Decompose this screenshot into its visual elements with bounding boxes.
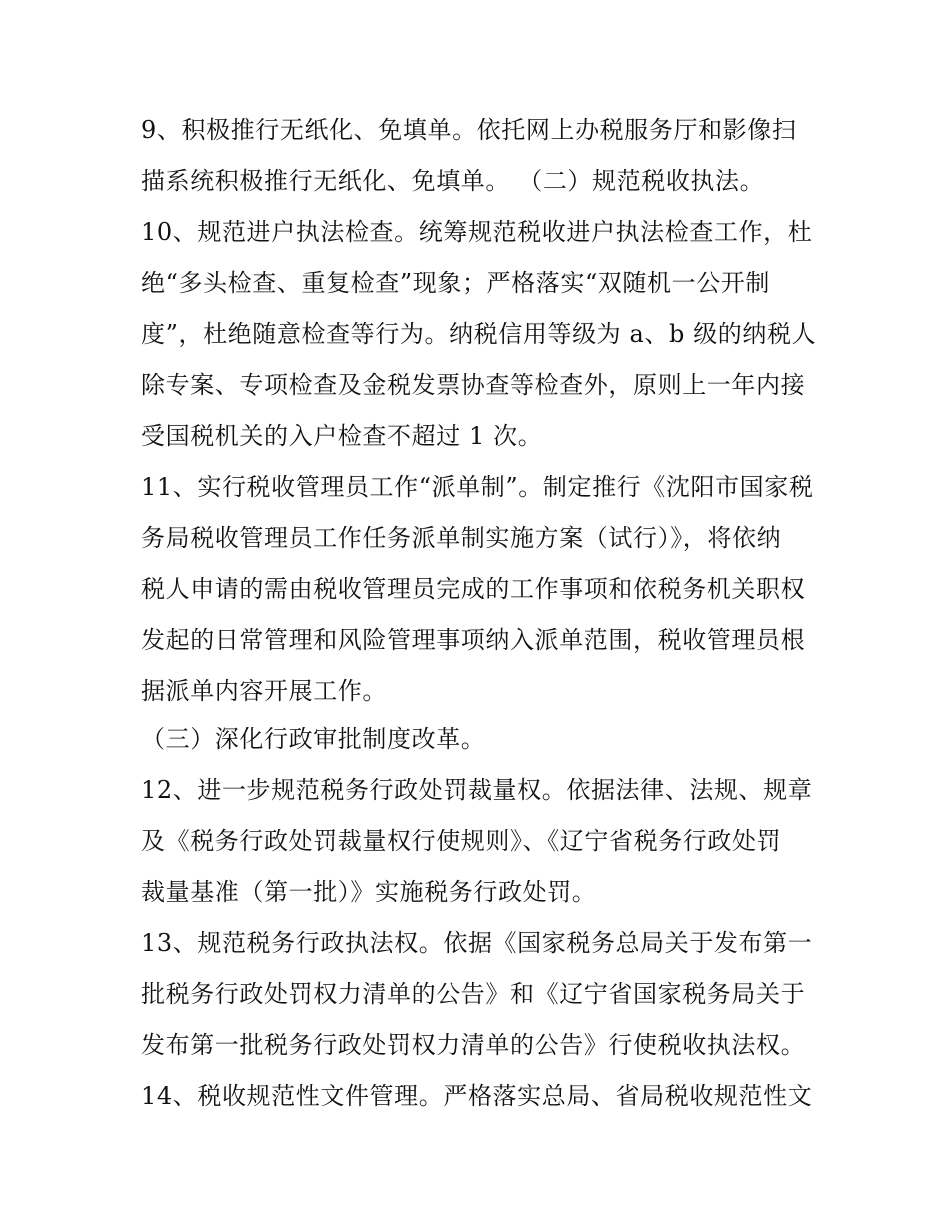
text-line: 11、实行税收管理员工作“派单制”。制定推行《沈阳市国家税 xyxy=(141,473,814,501)
text-line: 绝“多头检查、重复检查”现象；严格落实“双随机一公开制 xyxy=(141,269,771,297)
text-line: 务局税收管理员工作任务派单制实施方案（试行）》，将依纳 xyxy=(141,524,782,552)
text-line: 受国税机关的入户检查不超过 1 次。 xyxy=(141,422,543,450)
text-line: 批税务行政处罚权力清单的公告》和《辽宁省国家税务局关于 xyxy=(141,980,806,1008)
text-line: 据派单内容开展工作。 xyxy=(141,677,387,705)
text-line: 12、进一步规范税务行政处罚裁量权。依据法律、法规、规章 xyxy=(141,776,813,804)
text-line: 除专案、专项检查及金税发票协查等检查外，原则上一年内接 xyxy=(141,371,806,399)
text-line: 度”，杜绝随意检查等行为。纳税信用等级为 a、b 级的纳税人 xyxy=(141,320,817,348)
text-line: 10、规范进户执法检查。统筹规范税收进户执法检查工作，杜 xyxy=(141,218,813,246)
text-line: 14、税收规范性文件管理。严格落实总局、省局税收规范性文 xyxy=(141,1082,813,1110)
text-line: 13、规范税务行政执法权。依据《国家税务总局关于发布第一 xyxy=(141,929,813,957)
text-line: 9、积极推行无纸化、免填单。依托网上办税服务厅和影像扫 xyxy=(141,116,797,144)
text-line: 及《税务行政处罚裁量权行使规则》、《辽宁省税务行政处罚 xyxy=(141,827,782,855)
text-line: 描系统积极推行无纸化、免填单。 （二）规范税收执法。 xyxy=(141,167,765,195)
text-line: 裁量基准（第一批）》实施税务行政处罚。 xyxy=(141,878,597,906)
text-line: 税人申请的需由税收管理员完成的工作事项和依税务机关职权 xyxy=(141,575,806,603)
text-line: 发布第一批税务行政处罚权力清单的公告》行使税收执法权。 xyxy=(141,1031,806,1059)
section-heading: （三）深化行政审批制度改革。 xyxy=(141,725,486,753)
text-line: 发起的日常管理和风险管理事项纳入派单范围，税收管理员根 xyxy=(141,626,806,654)
